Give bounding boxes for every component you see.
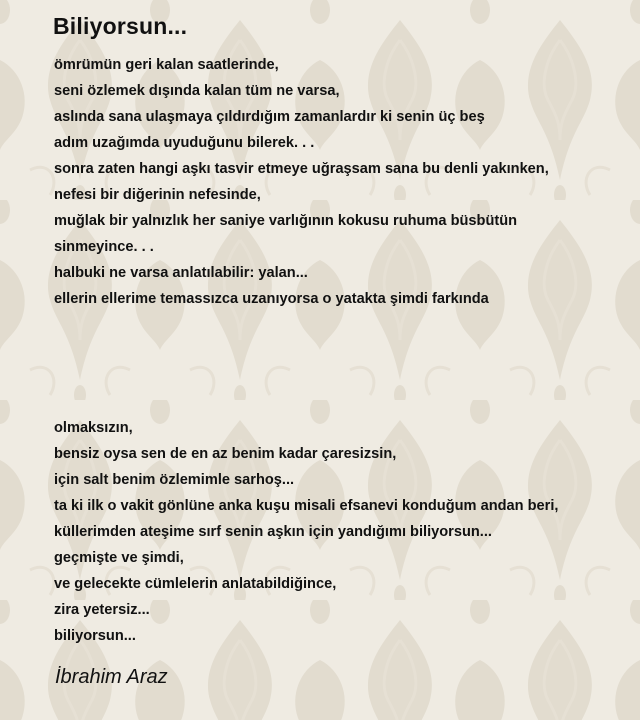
poem-line: geçmişte ve şimdi, <box>54 550 184 566</box>
poem-line: sinmeyince. . . <box>54 239 154 255</box>
poem-author: İbrahim Araz <box>55 666 168 688</box>
poem-line: olmaksızın, <box>54 420 133 436</box>
poem-line: ellerin ellerime temassızca uzanıyorsa o yatakta şimdi farkında <box>54 291 489 307</box>
poem-line: muğlak bir yalnızlık her saniye varlığının kokusu ruhuma büsbütün <box>54 213 518 229</box>
stanza-gap <box>54 312 624 415</box>
poem-line: küllerimden ateşime sırf senin aşkın için yandığımı biliyorsun... <box>54 524 492 540</box>
poem-line: ta ki ilk o vakit gönlüne anka kuşu misali efsanevi konduğum andan beri, <box>54 498 559 514</box>
poem-line: adım uzağımda uyuduğunu bilerek. . . <box>54 135 315 151</box>
poem-line: ömrümün geri kalan saatlerinde, <box>54 57 279 73</box>
poem-line: biliyorsun... <box>54 628 136 644</box>
poem-line: ve gelecekte cümlelerin anlatabildiğince, <box>54 576 337 592</box>
poem-line: sonra zaten hangi aşkı tasvir etmeye uğraşsam sana bu denli yakınken, <box>54 161 549 177</box>
poem-stanza-2 <box>54 415 624 649</box>
poem-line: aslında sana ulaşmaya çıldırdığım zamanlardır ki senin üç beş <box>54 109 485 125</box>
poem-line: halbuki ne varsa anlatılabilir: yalan... <box>54 265 308 281</box>
poem-line: bensiz oysa sen de en az benim kadar çaresizsin, <box>54 446 397 462</box>
poem-stanza-1 <box>54 52 624 312</box>
poem-line: zira yetersiz... <box>54 602 150 618</box>
poem-line: için salt benim özlemimle sarhoş... <box>54 472 295 488</box>
poem-line: seni özlemek dışında kalan tüm ne varsa, <box>54 83 340 99</box>
poem-line: nefesi bir diğerinin nefesinde, <box>54 187 261 203</box>
poem-title: Biliyorsun... <box>53 13 188 39</box>
